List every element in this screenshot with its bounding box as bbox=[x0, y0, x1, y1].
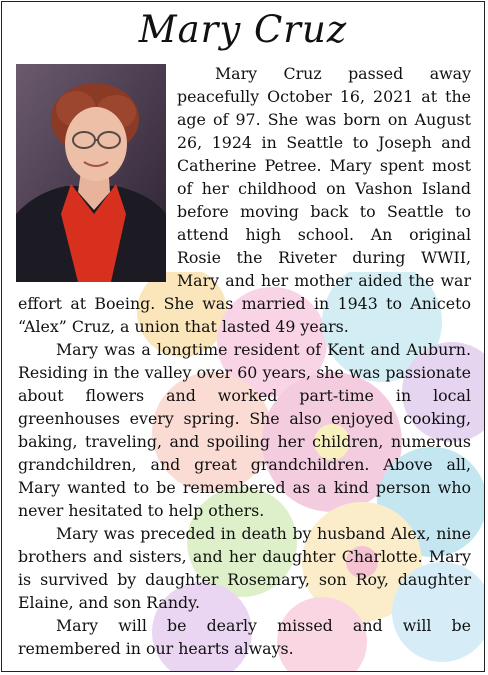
paragraph-3: Mary was preceded in death by husband Alex, nine brothers and sisters, and her daughter Charlotte. Mary is survived by daughter Rosemary, son Roy, daughter Elaine, and son Randy. bbox=[18, 524, 471, 612]
obituary-title: Mary Cruz bbox=[138, 8, 348, 51]
obituary-card bbox=[1, 1, 485, 672]
paragraph-2: Mary was a longtime resident of Kent and Auburn. Residing in the valley over 60 years, she was passionate about flowers and worked part-time in local greenhouses every spring. She also enjoyed cooking, baking, traveling, and spoiling her children, numerous grandchildren, and great grandchildren. Above all, Mary wanted to be remembered as a kind person who never hesitated to help others. bbox=[18, 340, 471, 520]
photo-float-space bbox=[18, 62, 177, 278]
obituary-body bbox=[18, 62, 471, 660]
paragraph-4: Mary will be dearly missed and will be remembered in our hearts always. bbox=[18, 616, 471, 658]
paragraph-1: Mary Cruz passed away peacefully October 16, 2021 at the age of 97. She was born on August 26, 1924 in Seattle to Joseph and Catherine Petree. Mary spent most of her childhood on Vashon Island before moving back to Seattle to attend high school. An original Rosie the Riveter during WWII, Mary and her mother aided the war effort at Boeing. She was married in 1943 to Aniceto “Alex” Cruz, a union that lasted 49 years. bbox=[18, 64, 471, 336]
